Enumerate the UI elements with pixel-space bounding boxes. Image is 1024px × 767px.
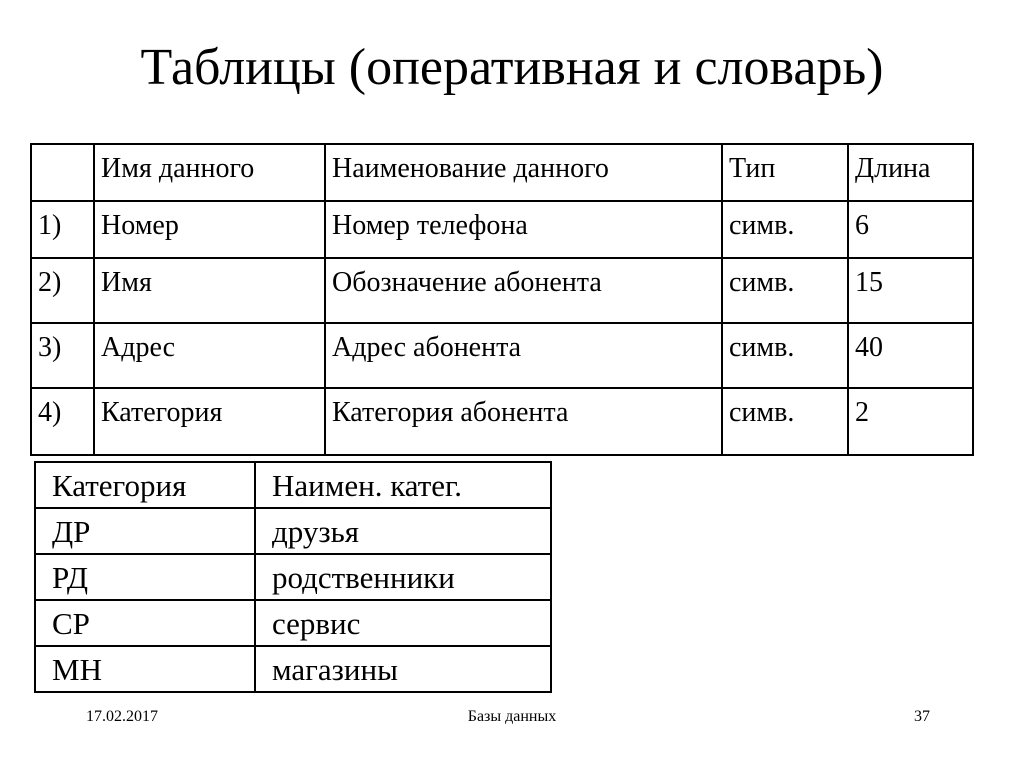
table-cell: 2: [848, 388, 973, 455]
table-row: [31, 323, 973, 388]
table-cell: симв.: [722, 388, 848, 455]
header-cell-data-description: Наименование данного: [325, 144, 722, 201]
table-cell: Номер: [94, 201, 325, 258]
table-cell: 2): [31, 258, 94, 323]
table-cell: ДР: [35, 508, 255, 554]
table-cell: СР: [35, 600, 255, 646]
table-header-row: [35, 462, 551, 508]
table-cell: сервис: [255, 600, 551, 646]
table-cell: симв.: [722, 323, 848, 388]
table-cell: Имя: [94, 258, 325, 323]
table-cell: Адрес абонента: [325, 323, 722, 388]
table-cell: 4): [31, 388, 94, 455]
slide-title: Таблицы (оперативная и словарь): [140, 39, 884, 96]
table-cell: родственники: [255, 554, 551, 600]
footer-course-title: Базы данных: [467, 708, 557, 725]
table-row: [35, 554, 551, 600]
table-row: [31, 258, 973, 323]
table-cell: магазины: [255, 646, 551, 692]
data-schema-table: [30, 143, 974, 456]
table-cell: симв.: [722, 201, 848, 258]
table-row: [31, 388, 973, 455]
header-cell-length: Длина: [848, 144, 973, 201]
footer-page-number: 37: [914, 708, 930, 725]
footer-date: 17.02.2017: [86, 708, 158, 725]
table-header-row: [31, 144, 973, 201]
table-cell: 6: [848, 201, 973, 258]
table-cell: Адрес: [94, 323, 325, 388]
table-cell: друзья: [255, 508, 551, 554]
table-cell: 15: [848, 258, 973, 323]
table-cell: МН: [35, 646, 255, 692]
category-dictionary-table: [34, 461, 552, 693]
table-cell: Обозначение абонента: [325, 258, 722, 323]
table-cell: Категория абонента: [325, 388, 722, 455]
table-cell: Номер телефона: [325, 201, 722, 258]
table-cell: РД: [35, 554, 255, 600]
table-row: [35, 508, 551, 554]
table-cell: симв.: [722, 258, 848, 323]
table-cell: 3): [31, 323, 94, 388]
table-row: [35, 600, 551, 646]
header-cell-data-name: Имя данного: [94, 144, 325, 201]
header-cell-number: [31, 144, 94, 201]
header-cell-category-name: Наимен. катег.: [255, 462, 551, 508]
header-cell-category: Категория: [35, 462, 255, 508]
table-cell: 40: [848, 323, 973, 388]
header-cell-type: Тип: [722, 144, 848, 201]
table-cell: Категория: [94, 388, 325, 455]
table-row: [31, 201, 973, 258]
table-cell: 1): [31, 201, 94, 258]
table-row: [35, 646, 551, 692]
